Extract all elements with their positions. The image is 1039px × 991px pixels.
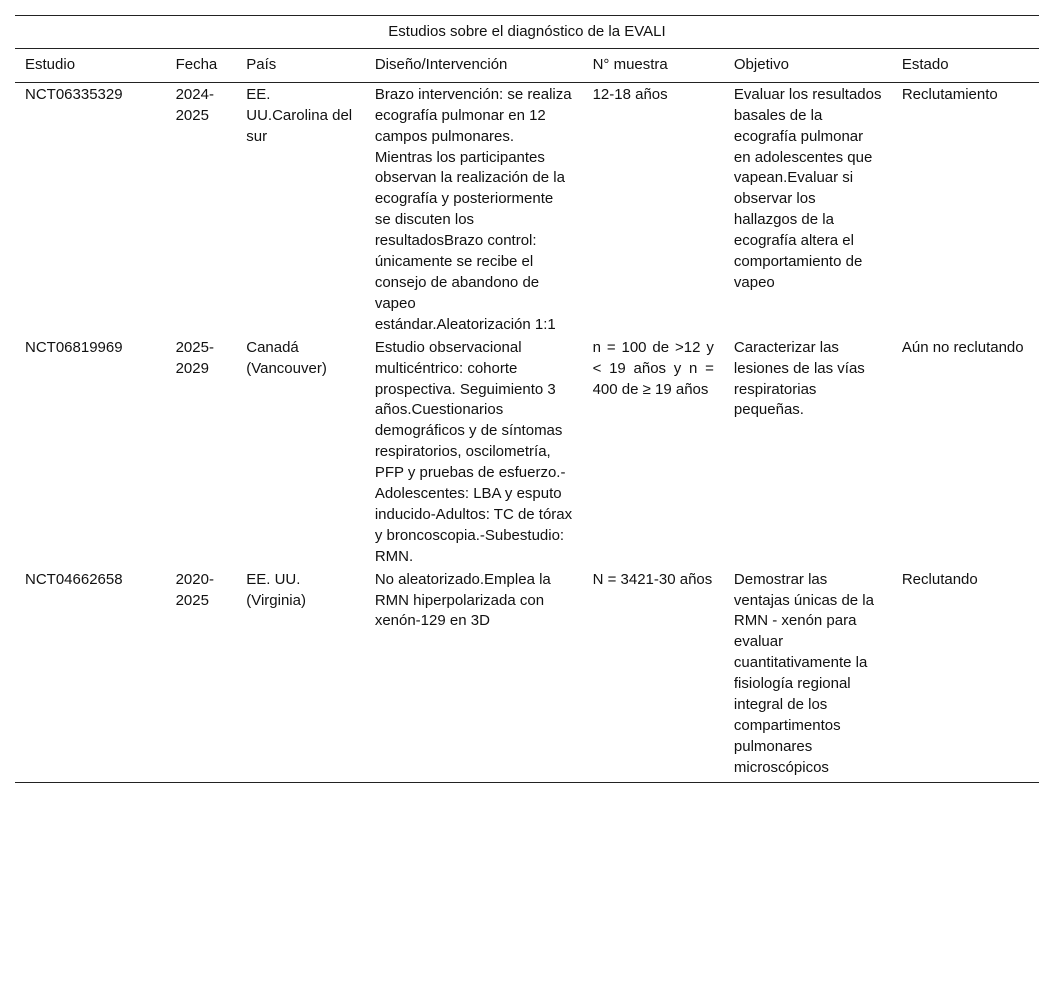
cell-muestra: 12-18 años bbox=[592, 85, 668, 103]
cell-objetivo: Caracterizar las lesiones de las vías respiratorias pequeñas. bbox=[733, 338, 865, 419]
table-row bbox=[15, 82, 1039, 335]
cell-muestra: N = 3421-30 años bbox=[583, 568, 724, 783]
cell-diseno: Brazo intervención: se realiza ecografía pulmonar en 12 campos pulmonares. Mientras los participantes observan la realización de la ecografía y posteriormente se discuten los resultadosBrazo control: únicamente se recibe el consejo de abandono de vapeo estándar.Aleatorización 1:1 bbox=[374, 85, 572, 333]
header-fecha: Fecha bbox=[166, 48, 237, 82]
cell-estado: Reclutando bbox=[892, 568, 1039, 783]
cell-estado: Reclutamiento bbox=[901, 85, 998, 103]
header-objetivo: Objetivo bbox=[724, 48, 892, 82]
header-diseno: Diseño/Intervención bbox=[365, 48, 583, 82]
cell-fecha: 2025-2029 bbox=[175, 338, 214, 377]
header-pais: País bbox=[236, 48, 365, 82]
cell-muestra: n = 100 de >12 y < 19 años y n = 400 de ≥ 19 años bbox=[592, 338, 714, 398]
studies-table bbox=[15, 15, 1039, 783]
cell-estudio: NCT04662658 bbox=[15, 568, 166, 783]
cell-estudio: NCT06335329 bbox=[25, 85, 123, 103]
cell-objetivo: Evaluar los resultados basales de la ecografía pulmonar en adolescentes que vapean.Evaluar si observar los hallazgos de la ecografía altera el comportamiento de vapeo bbox=[733, 85, 882, 291]
cell-fecha: 2020-2025 bbox=[166, 568, 237, 783]
cell-pais: EE. UU. (Virginia) bbox=[236, 568, 365, 783]
cell-estudio: NCT06819969 bbox=[25, 338, 123, 356]
cell-fecha: 2024-2025 bbox=[175, 85, 214, 124]
header-estado: Estado bbox=[892, 48, 1039, 82]
table-title: Estudios sobre el diagnóstico de la EVALI bbox=[15, 15, 1039, 48]
header-estudio: Estudio bbox=[15, 48, 166, 82]
header-muestra: N° muestra bbox=[583, 48, 724, 82]
table-row bbox=[15, 336, 1039, 568]
header-row bbox=[15, 48, 1039, 82]
cell-diseno: Estudio observacional multicéntrico: cohorte prospectiva. Seguimiento 3 años.Cuestionarios demográficos y de síntomas respiratorios, oscilometría, PFP y pruebas de esfuerzo.-Adolescentes: LBA y esputo inducido-Adultos: TC de tórax y broncoscopia.-Subestudio: RMN. bbox=[374, 338, 573, 565]
table-row bbox=[15, 568, 1039, 783]
cell-pais: Canadá (Vancouver) bbox=[246, 338, 327, 377]
cell-diseno: No aleatorizado.Emplea la RMN hiperpolarizada con xenón-129 en 3D bbox=[365, 568, 583, 783]
cell-pais: EE. UU.Carolina del sur bbox=[246, 85, 353, 145]
cell-objetivo: Demostrar las ventajas únicas de la RMN - xenón para evaluar cuantitativamente la fisiología regional integral de los compartimentos pulmonares microscópicos bbox=[724, 568, 892, 783]
table-container bbox=[15, 15, 1039, 783]
cell-estado: Aún no reclutando bbox=[901, 338, 1024, 356]
